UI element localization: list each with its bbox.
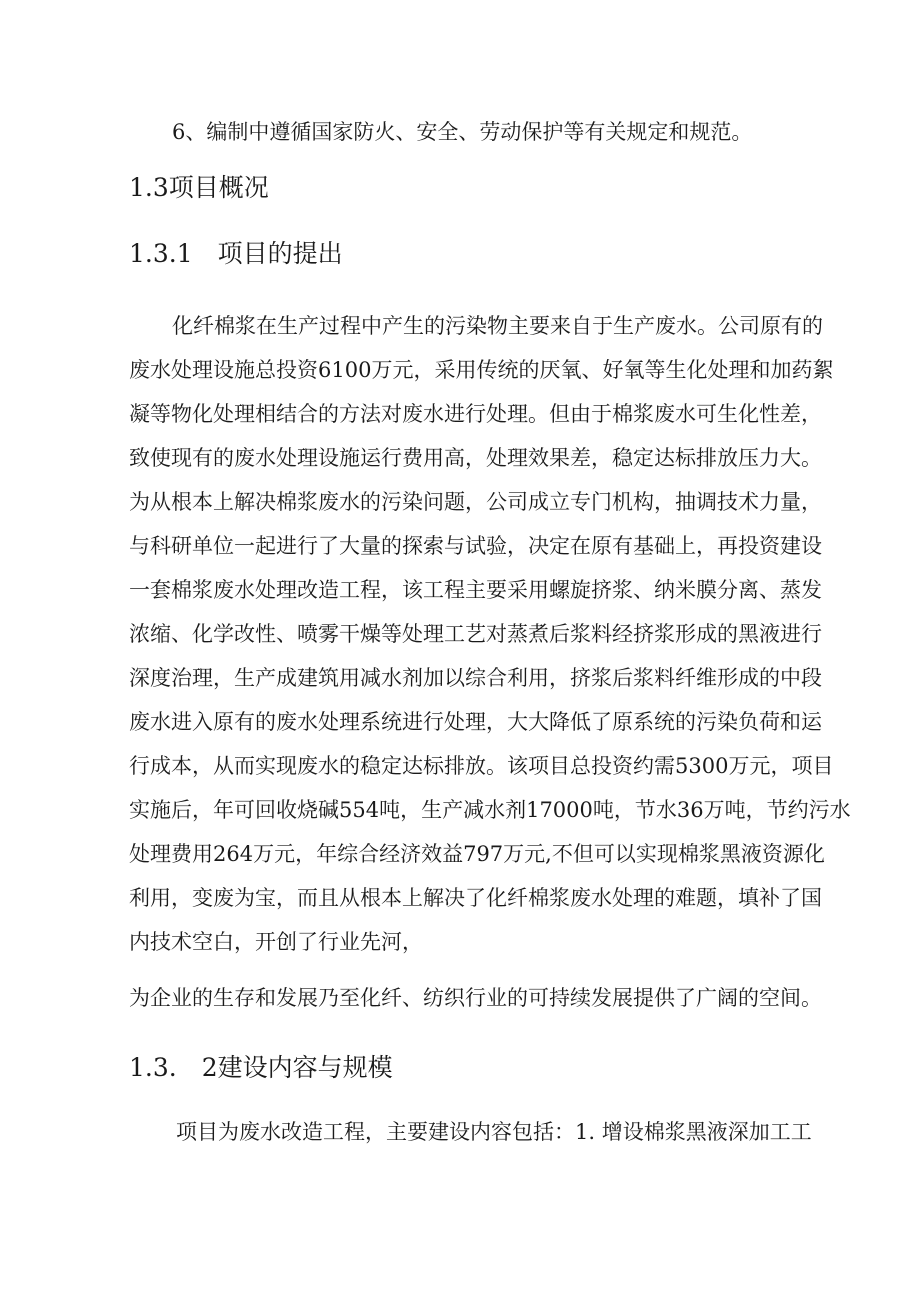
paragraph-line: 凝等物化处理相结合的方法对废水进行处理。但由于棉浆废水可生化性差， bbox=[129, 402, 822, 426]
paragraph-line: 一套棉浆废水处理改造工程，该工程主要采用螺旋挤浆、纳米膜分离、蒸发 bbox=[129, 578, 822, 602]
paragraph-line: 废水处理设施总投资6100万元，采用传统的厌氧、好氧等生化处理和加药絮 bbox=[129, 358, 834, 382]
paragraph-line: 浓缩、化学改性、喷雾干燥等处理工艺对蒸煮后浆料经挤浆形成的黑液进行 bbox=[129, 622, 822, 646]
section-heading-1-3-2: 1.3. 2建设内容与规模 bbox=[129, 1053, 393, 1082]
intro-item-6: 6、编制中遵循国家防火、安全、劳动保护等有关规定和规范。 bbox=[172, 120, 753, 144]
section-heading-1-3: 1.3项目概况 bbox=[129, 173, 269, 202]
paragraph-line: 化纤棉浆在生产过程中产生的污染物主要来自于生产废水。公司原有的 bbox=[172, 314, 823, 338]
paragraph-line: 废水进入原有的废水处理系统进行处理，大大降低了原系统的污染负荷和运 bbox=[129, 710, 822, 734]
paragraph-line: 处理费用264万元，年综合经济效益797万元,不但可以实现棉浆黑液资源化 bbox=[129, 842, 825, 866]
construction-content-line: 项目为废水改造工程，主要建设内容包括：1. 增设棉浆黑液深加工工 bbox=[176, 1120, 812, 1144]
paragraph-line: 为从根本上解决棉浆废水的污染问题，公司成立专门机构，抽调技术力量， bbox=[129, 490, 822, 514]
section-heading-1-3-1: 1.3.1 项目的提出 bbox=[129, 239, 343, 268]
paragraph-line: 深度治理，生产成建筑用减水剂加以综合利用，挤浆后浆料纤维形成的中段 bbox=[129, 666, 822, 690]
paragraph-line: 实施后，年可回收烧碱554吨，生产减水剂17000吨，节水36万吨，节约污水 bbox=[129, 798, 851, 822]
paragraph-closing-line: 为企业的生存和发展乃至化纤、纺织行业的可持续发展提供了广阔的空间。 bbox=[129, 986, 822, 1010]
paragraph-line: 利用，变废为宝，而且从根本上解决了化纤棉浆废水处理的难题，填补了国 bbox=[129, 886, 822, 910]
paragraph-line: 致使现有的废水处理设施运行费用高，处理效果差，稳定达标排放压力大。 bbox=[129, 446, 822, 470]
paragraph-line: 内技术空白，开创了行业先河， bbox=[129, 930, 423, 954]
paragraph-line: 行成本，从而实现废水的稳定达标排放。该项目总投资约需5300万元，项目 bbox=[129, 754, 834, 778]
paragraph-line: 与科研单位一起进行了大量的探索与试验，决定在原有基础上，再投资建设 bbox=[129, 534, 822, 558]
